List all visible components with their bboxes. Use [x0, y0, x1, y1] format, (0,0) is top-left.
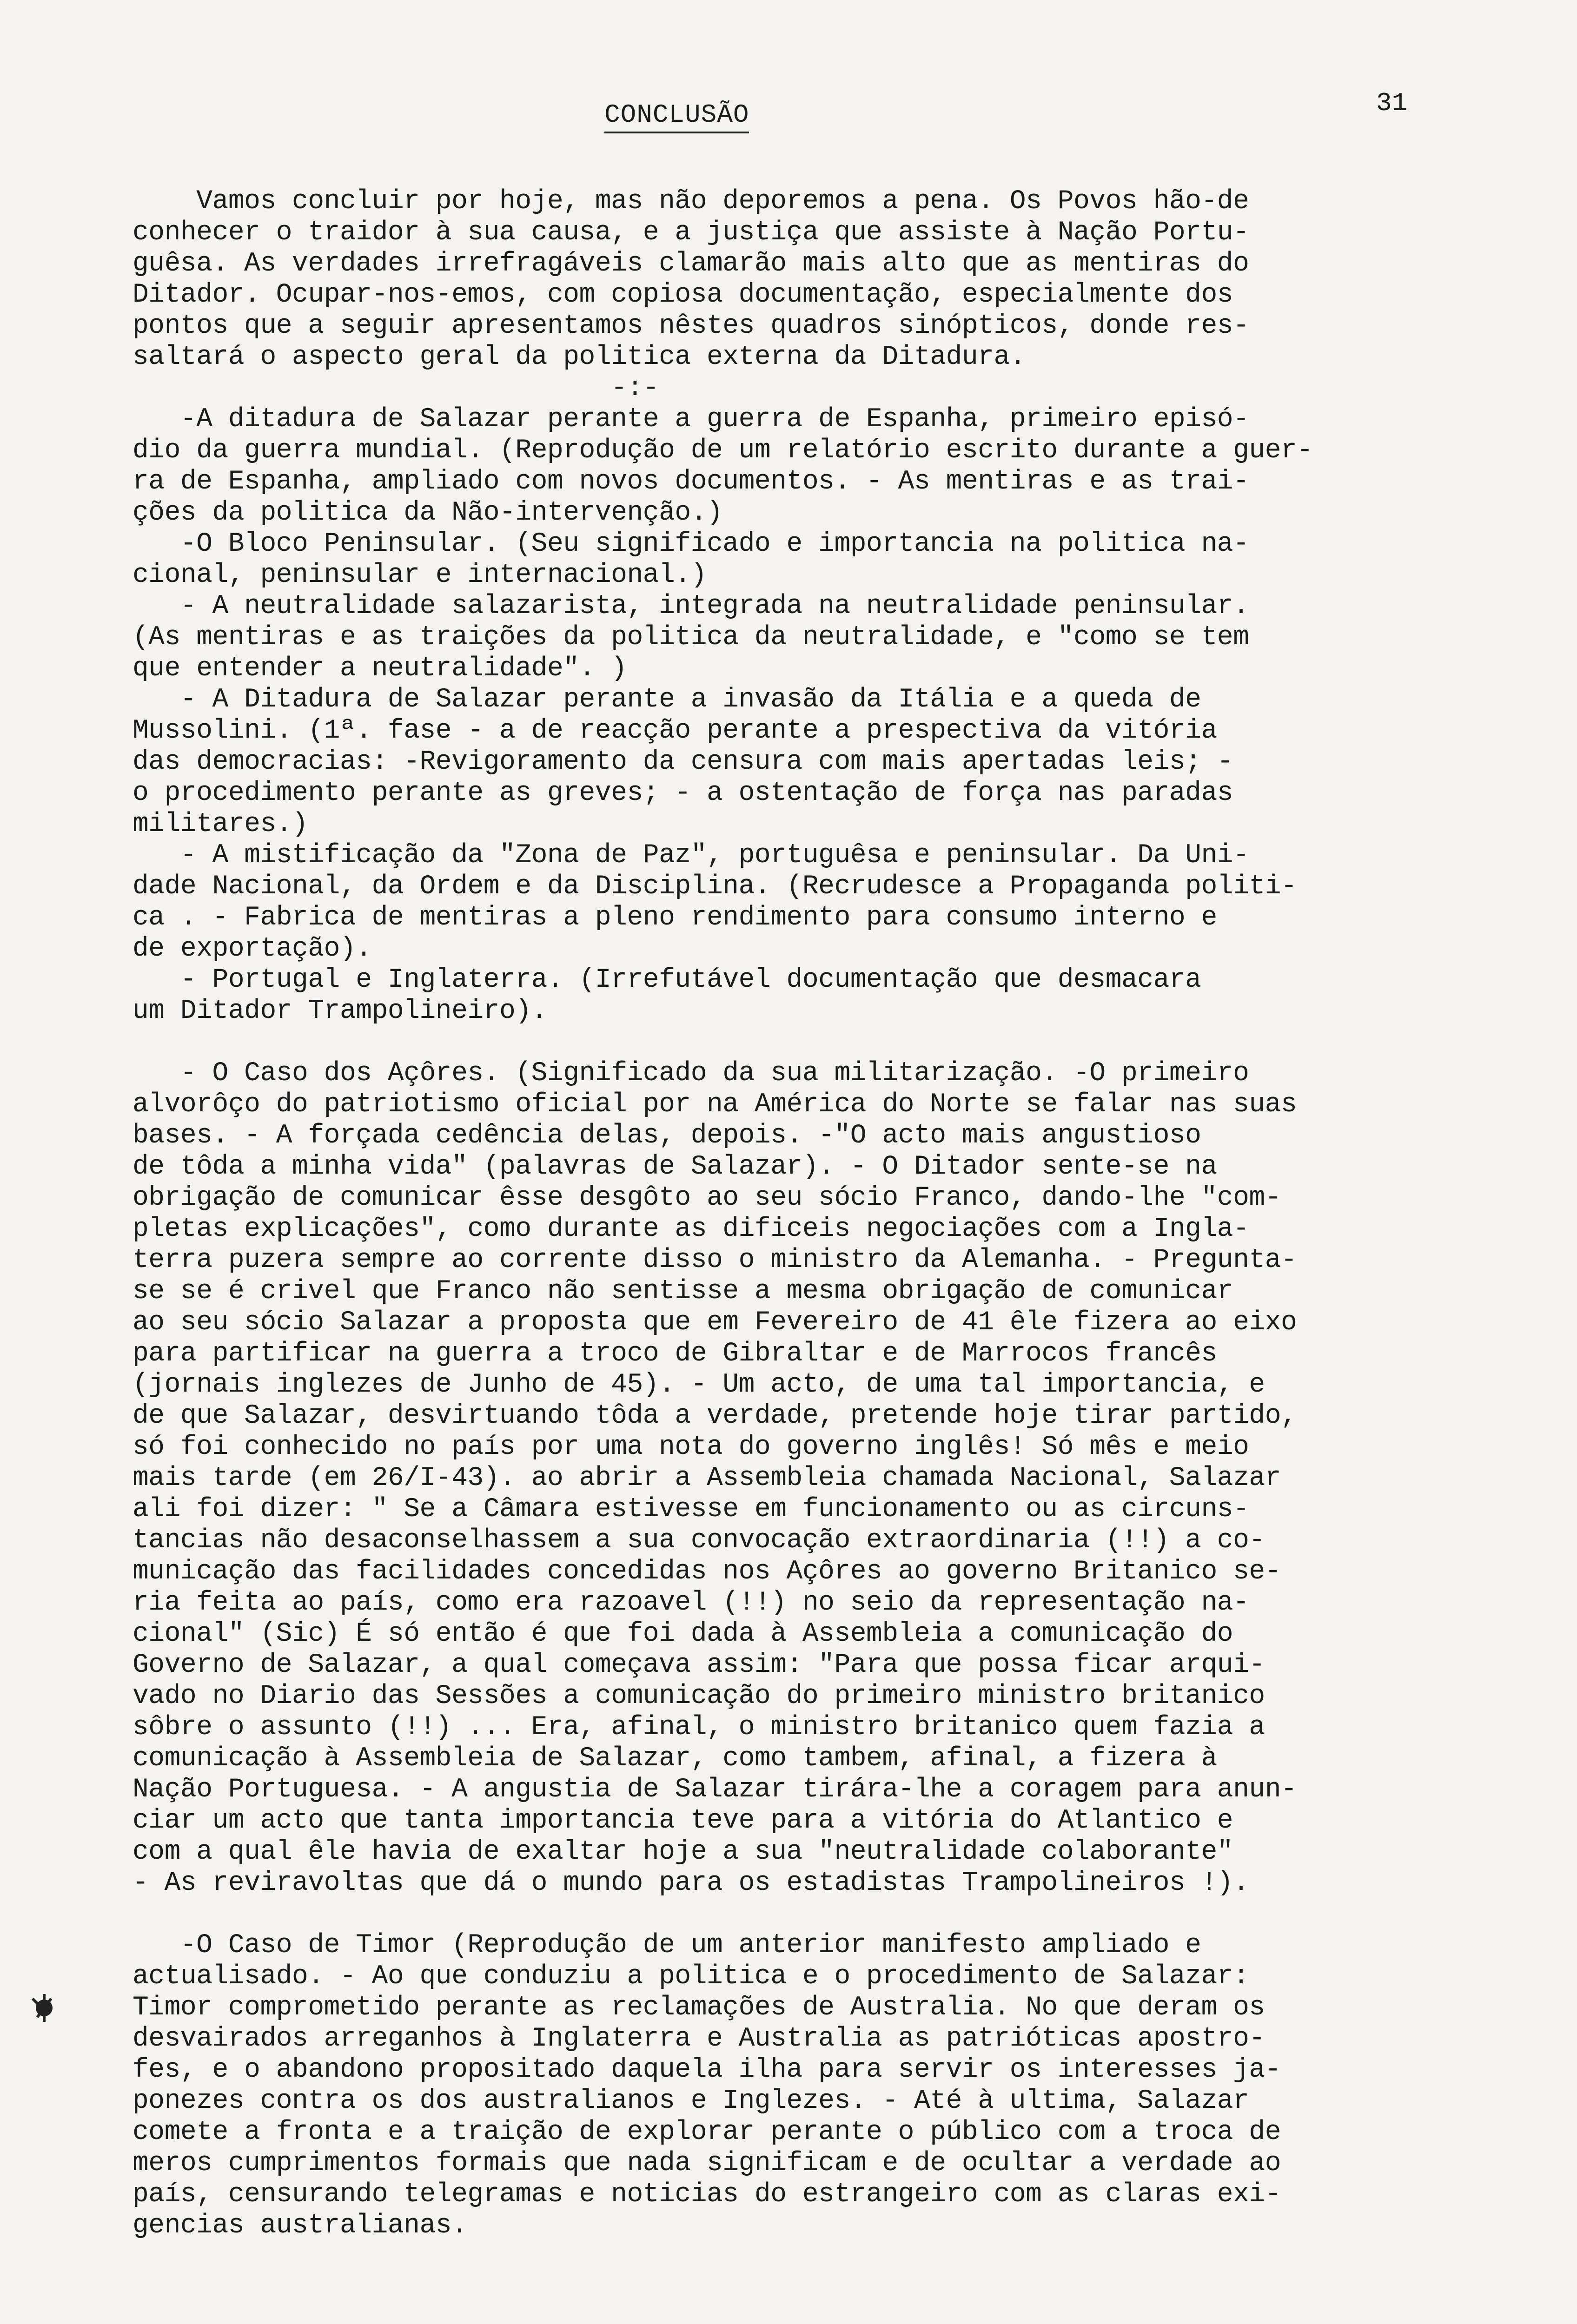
text-line: ali foi dizer: " Se a Câmara estivesse em funcionamento ou as circuns-	[133, 1494, 1249, 1525]
text-line: sôbre o assunto (!!) ... Era, afinal, o ministro britanico quem fazia a	[133, 1712, 1265, 1743]
text-line: das democracias: -Revigoramento da censura com mais apertadas leis; -	[133, 747, 1233, 777]
text-line: alvorôço do patriotismo oficial por na América do Norte se falar nas suas	[133, 1089, 1297, 1120]
typed-body-text	[133, 186, 1467, 2241]
text-line: o procedimento perante as greves; - a ostentação de força nas paradas	[133, 778, 1233, 808]
text-line: dio da guerra mundial. (Reprodução de um relatório escrito durante a guer-	[133, 436, 1313, 466]
text-line: Vamos concluir por hoje, mas não deporemos a pena. Os Povos hão-de	[133, 186, 1249, 217]
text-line	[133, 1027, 1467, 1058]
text-line: bases. - A forçada cedência delas, depois. -"O acto mais angustioso	[133, 1121, 1201, 1151]
text-line: conhecer o traidor à sua causa, e a justiça que assiste à Nação Portu-	[133, 218, 1249, 248]
text-line: Timor comprometido perante as reclamações de Australia. No que deram os	[133, 1993, 1265, 2023]
text-line: de que Salazar, desvirtuando tôda a verdade, pretende hoje tirar partido,	[133, 1401, 1297, 1431]
text-line: ciar um acto que tanta importancia teve para a vitória do Atlantico e	[133, 1806, 1233, 1836]
text-line: ria feita ao país, como era razoavel (!!) no seio da representação na-	[133, 1588, 1249, 1618]
text-line: ao seu sócio Salazar a proposta que em Fevereiro de 41 êle fizera ao eixo	[133, 1307, 1297, 1338]
page-title: CONCLUSÃO	[604, 100, 749, 133]
text-line: vado no Diario das Sessões a comunicação do primeiro ministro britanico	[133, 1681, 1265, 1711]
text-line: desvairados arreganhos à Inglaterra e Australia as patrióticas apostro-	[133, 2024, 1265, 2054]
text-line: ca . - Fabrica de mentiras a pleno rendimento para consumo interno e	[133, 903, 1217, 933]
text-line	[133, 1899, 1467, 1930]
text-line: actualisado. - Ao que conduziu a politica e o procedimento de Salazar:	[133, 1961, 1249, 1992]
text-line: fes, e o abandono propositado daquela ilha para servir os interesses ja-	[133, 2055, 1281, 2085]
text-line: pletas explicações", como durante as dificeis negociações com a Ingla-	[133, 1214, 1249, 1244]
text-line: obrigação de comunicar êsse desgôto ao seu sócio Franco, dando-lhe "com-	[133, 1183, 1281, 1213]
text-line: Governo de Salazar, a qual começava assim: "Para que possa ficar arqui-	[133, 1650, 1265, 1680]
text-line: país, censurando telegramas e noticias do estrangeiro com as claras exi-	[133, 2179, 1281, 2210]
text-line: um Ditador Trampolineiro).	[133, 996, 547, 1026]
text-line: só foi conhecido no país por uma nota do governo inglês! Só mês e meio	[133, 1432, 1249, 1462]
text-line: de tôda a minha vida" (palavras de Salazar). - O Ditador sente-se na	[133, 1152, 1217, 1182]
text-line: - A neutralidade salazarista, integrada na neutralidade peninsular.	[133, 591, 1249, 621]
page-number: 31	[1376, 88, 1408, 118]
text-line: (As mentiras e as traições da politica da neutralidade, e "como se tem	[133, 622, 1249, 653]
text-line: Nação Portuguesa. - A angustia de Salazar tirára-lhe a coragem para anun-	[133, 1775, 1297, 1805]
text-line: saltará o aspecto geral da politica externa da Ditadura.	[133, 342, 1026, 372]
text-line: -:-	[133, 373, 659, 403]
text-line: terra puzera sempre ao corrente disso o ministro da Alemanha. - Pregunta-	[133, 1245, 1297, 1275]
text-line: -O Caso de Timor (Reprodução de um anterior manifesto ampliado e	[133, 1930, 1201, 1961]
text-line: - A Ditadura de Salazar perante a invasão da Itália e a queda de	[133, 685, 1201, 715]
text-line: tancias não desaconselhassem a sua convocação extraordinaria (!!) a co-	[133, 1525, 1265, 1556]
text-line: se se é crivel que Franco não sentisse a mesma obrigação de comunicar	[133, 1276, 1233, 1307]
text-line: - As reviravoltas que dá o mundo para os estadistas Trampolineiros !).	[133, 1868, 1249, 1898]
text-line: ções da politica da Não-intervenção.)	[133, 498, 723, 528]
text-line: gencias australianas.	[133, 2211, 468, 2241]
text-line: guêsa. As verdades irrefragáveis clamarão mais alto que as mentiras do	[133, 249, 1249, 279]
text-line: Mussolini. (1ª. fase - a de reacção perante a prespectiva da vitória	[133, 716, 1217, 746]
text-line: -A ditadura de Salazar perante a guerra de Espanha, primeiro episó-	[133, 404, 1249, 435]
text-line: comunicação à Assembleia de Salazar, como tambem, afinal, a fizera à	[133, 1743, 1217, 1774]
ink-splatter	[33, 1994, 51, 2022]
text-line: - O Caso dos Açôres. (Significado da sua militarização. -O primeiro	[133, 1058, 1249, 1089]
text-line: comete a fronta e a traição de explorar perante o público com a troca de	[133, 2117, 1281, 2147]
text-line: que entender a neutralidade". )	[133, 654, 627, 684]
text-line: pontos que a seguir apresentamos nêstes quadros sinópticos, donde res-	[133, 311, 1249, 341]
text-line: para partificar na guerra a troco de Gibraltar e de Marrocos francês	[133, 1339, 1217, 1369]
text-line: - A mistificação da "Zona de Paz", portuguêsa e peninsular. Da Uni-	[133, 840, 1249, 871]
text-line: Ditador. Ocupar-nos-emos, com copiosa documentação, especialmente dos	[133, 280, 1233, 310]
text-line: dade Nacional, da Ordem e da Disciplina. (Recrudesce a Propaganda politi-	[133, 872, 1297, 902]
text-line: ponezes contra os dos australianos e Inglezes. - Até à ultima, Salazar	[133, 2086, 1249, 2116]
text-line: com a qual êle havia de exaltar hoje a sua "neutralidade colaborante"	[133, 1837, 1233, 1867]
text-line: cional, peninsular e internacional.)	[133, 560, 707, 590]
text-line: militares.)	[133, 809, 308, 839]
ink-blot	[36, 2000, 53, 2016]
text-line: (jornais inglezes de Junho de 45). - Um acto, de uma tal importancia, e	[133, 1370, 1265, 1400]
text-line: meros cumprimentos formais que nada significam e de ocultar a verdade ao	[133, 2148, 1281, 2179]
text-line: - Portugal e Inglaterra. (Irrefutável documentação que desmacara	[133, 965, 1201, 995]
text-line: de exportação).	[133, 934, 372, 964]
text-line: ra de Espanha, ampliado com novos documentos. - As mentiras e as trai-	[133, 467, 1249, 497]
text-line: mais tarde (em 26/I-43). ao abrir a Assembleia chamada Nacional, Salazar	[133, 1463, 1281, 1493]
text-line: municação das facilidades concedidas nos Açôres ao governo Britanico se-	[133, 1557, 1281, 1587]
text-line: -O Bloco Peninsular. (Seu significado e importancia na politica na-	[133, 529, 1249, 559]
text-line: cional" (Sic) É só então é que foi dada à Assembleia a comunicação do	[133, 1619, 1233, 1649]
